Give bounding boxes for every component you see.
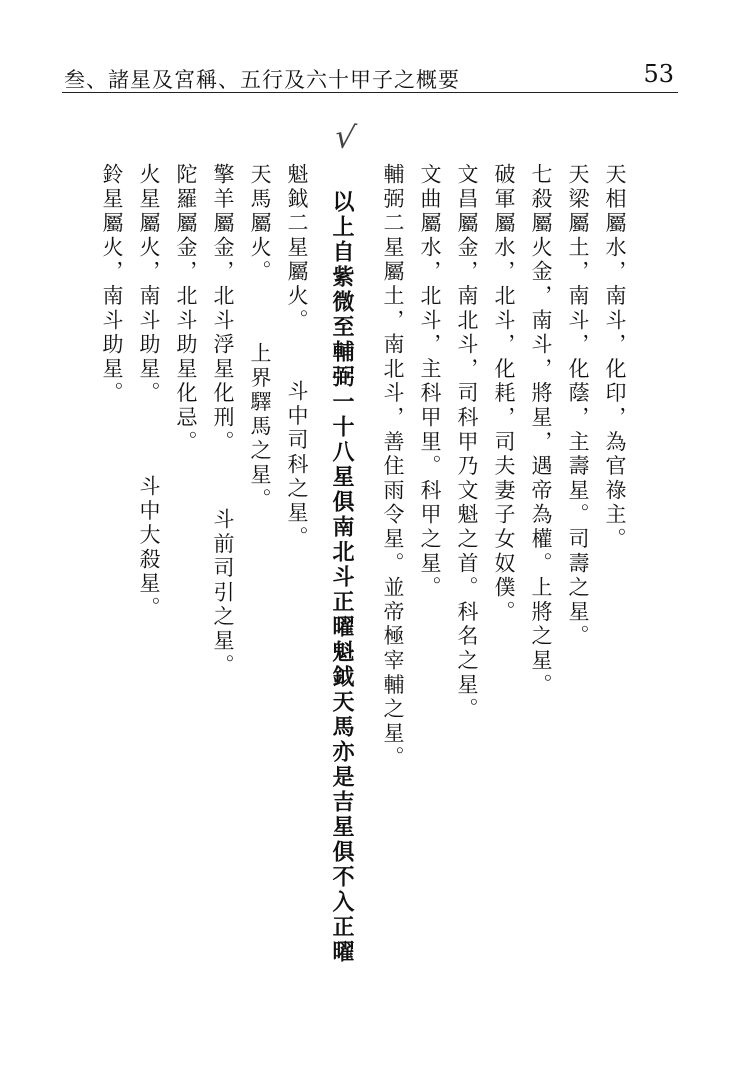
text-column	[452, 163, 482, 722]
column-text: 文昌屬金，南北斗，司科甲乃文魁之首。科名之星。	[455, 163, 479, 722]
text-column	[489, 163, 519, 625]
header-divider	[62, 92, 678, 93]
column-text: 天相屬水，南斗，化印，為官祿主。	[603, 163, 627, 552]
column-text: 天馬屬火。	[248, 163, 272, 285]
check-mark-icon: √	[332, 116, 358, 158]
column-text: 陀羅屬金，北斗助星化忌。	[174, 163, 198, 455]
column-text: 輔弼二星屬土，南北斗，善住雨令星。並帝極宰輔之星。	[381, 163, 405, 771]
column-text: 魁鉞二星屬火。	[285, 163, 309, 334]
summary-column	[327, 190, 357, 965]
summary-text: 以上自紫微至輔弼一十八星俱南北斗正曜魁鉞天馬亦是吉星俱不入正曜	[329, 190, 355, 965]
text-column	[171, 163, 201, 455]
text-column	[208, 163, 238, 678]
chapter-title: 叁、諸星及宮稱、五行及六十甲子之概要	[64, 68, 460, 92]
column-note: 上界驛馬之星。	[248, 341, 272, 512]
column-text: 破軍屬水，北斗，化耗，司夫妻子女奴僕。	[492, 163, 516, 625]
text-column	[378, 163, 408, 771]
text-column	[134, 163, 164, 621]
column-note: 斗前司引之星。	[211, 507, 235, 679]
column-note: 斗中大殺星。	[137, 475, 161, 622]
text-column	[563, 163, 593, 649]
text-column	[282, 163, 312, 551]
column-text: 七殺屬火金，南斗，將星，遇帝為權。上將之星。	[529, 163, 553, 698]
column-text: 文曲屬水，北斗，主科甲里。科甲之星。	[418, 163, 442, 601]
column-text: 天梁屬土，南斗，化蔭，主壽星。司壽之星。	[566, 163, 590, 649]
column-note: 斗中司科之星。	[285, 380, 309, 551]
text-column	[526, 163, 556, 698]
page-number: 53	[643, 60, 674, 88]
text-column	[245, 163, 275, 512]
text-column	[415, 163, 445, 600]
text-column	[97, 163, 127, 406]
column-text: 擎羊屬金，北斗浮星化刑。	[211, 163, 235, 455]
column-text: 鈴星屬火，南斗助星。	[100, 163, 124, 406]
text-column	[600, 163, 630, 552]
column-text: 火星屬火，南斗助星。	[137, 163, 161, 406]
